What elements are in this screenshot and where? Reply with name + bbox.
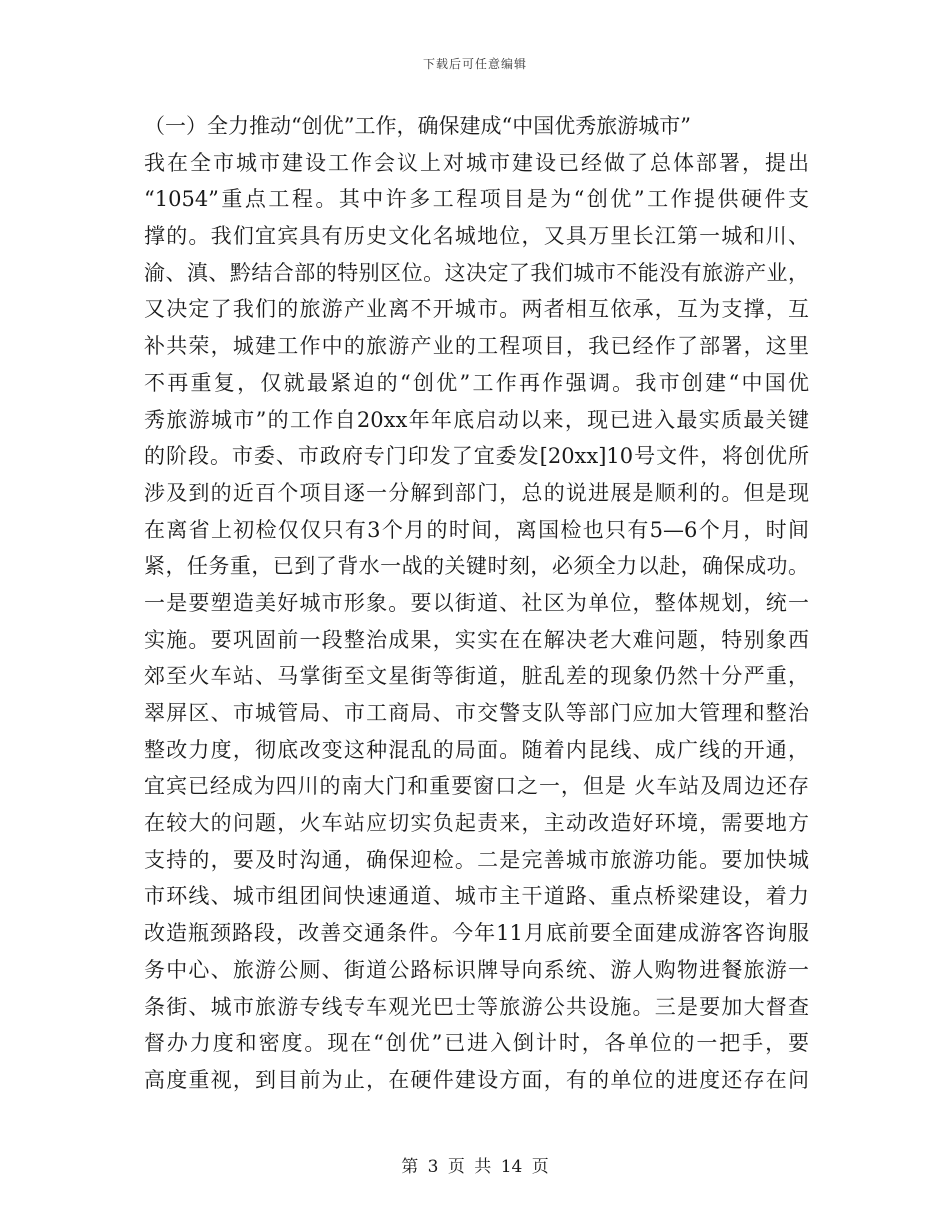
text-line: 在较大的问题，火车站应切实负起责来，主动改造好环境，需要地方 (144, 811, 809, 836)
text-line: 条街、城市旅游专线专车观光巴士等旅游公共设施。三是要加大督查 (144, 994, 809, 1019)
text-line: 改造瓶颈路段，改善交通条件。今年11月底前要全面建成游客咨询服 (144, 921, 809, 946)
text-line: 渝、滇、黔结合部的特别区位。这决定了我们城市不能没有旅游产业， (144, 260, 809, 285)
text-line: 宜宾已经成为四川的南大门和重要窗口之一，但是 火车站及周边还存 (144, 774, 809, 799)
text-line: 秀旅游城市”的工作自20xx年年底启动以来，现已进入最实质最关键 (144, 407, 809, 432)
document-body (144, 108, 809, 1099)
text-line: 支持的，要及时沟通，确保迎检。二是完善城市旅游功能。要加快城 (144, 847, 809, 872)
text-line: 涉及到的近百个项目逐一分解到部门，总的说进展是顺利的。但是现 (144, 480, 809, 505)
text-line: 郊至火车站、马掌街至文星街等街道，脏乱差的现象仍然十分严重， (144, 664, 809, 689)
text-line: 紧，任务重，已到了背水一战的关键时刻，必须全力以赴，确保成功。 (144, 554, 809, 579)
page-header: 下载后可任意编辑 (422, 57, 527, 71)
section-heading: （一）全力推动“创优”工作，确保建成“中国优秀旅游城市” (144, 114, 691, 138)
text-line: 翠屏区、市城管局、市工商局、市交警支队等部门应加大管理和整治 (144, 701, 809, 725)
text-line: 撑的。我们宜宾具有历史文化名城地位，又具万里长江第一城和川、 (144, 224, 809, 249)
page-number: 第 3 页 共 14 页 (401, 1157, 549, 1177)
text-line: 我在全市城市建设工作会议上对城市建设已经做了总体部署，提出 (144, 150, 809, 175)
text-line: 整改力度，彻底改变这种混乱的局面。随着内昆线、成广线的开通， (144, 737, 809, 762)
text-line: 务中心、旅游公厕、街道公路标识牌导向系统、游人购物进餐旅游一 (144, 957, 809, 982)
text-line: 补共荣，城建工作中的旅游产业的工程项目，我已经作了部署，这里 (144, 334, 809, 359)
text-line: 的阶段。市委、市政府专门印发了宜委发[20xx]10号文件，将创优所 (144, 444, 809, 469)
text-line: “1054”重点工程。其中许多工程项目是为“创优”工作提供硬件支 (144, 187, 809, 212)
text-line: 高度重视，到目前为止，在硬件建设方面，有的单位的进度还存在问 (144, 1067, 809, 1092)
text-line: 在离省上初检仅仅只有3个月的时间，离国检也只有5—6个月，时间 (144, 517, 809, 542)
text-line: 实施。要巩固前一段整治成果，实实在在解决老大难问题，特别象西 (144, 627, 809, 652)
text-line: 一是要塑造美好城市形象。要以街道、社区为单位，整体规划，统一 (144, 590, 809, 615)
text-line: 督办力度和密度。现在“创优”已进入倒计时，各单位的一把手，要 (144, 1031, 809, 1056)
text-line: 市环线、城市组团间快速通道、城市主干道路、重点桥梁建设，着力 (144, 884, 809, 909)
text-line: 又决定了我们的旅游产业离不开城市。两者相互依承，互为支撑，互 (144, 297, 809, 322)
text-line: 不再重复，仅就最紧迫的“创优”工作再作强调。我市创建“中国优 (144, 370, 809, 395)
